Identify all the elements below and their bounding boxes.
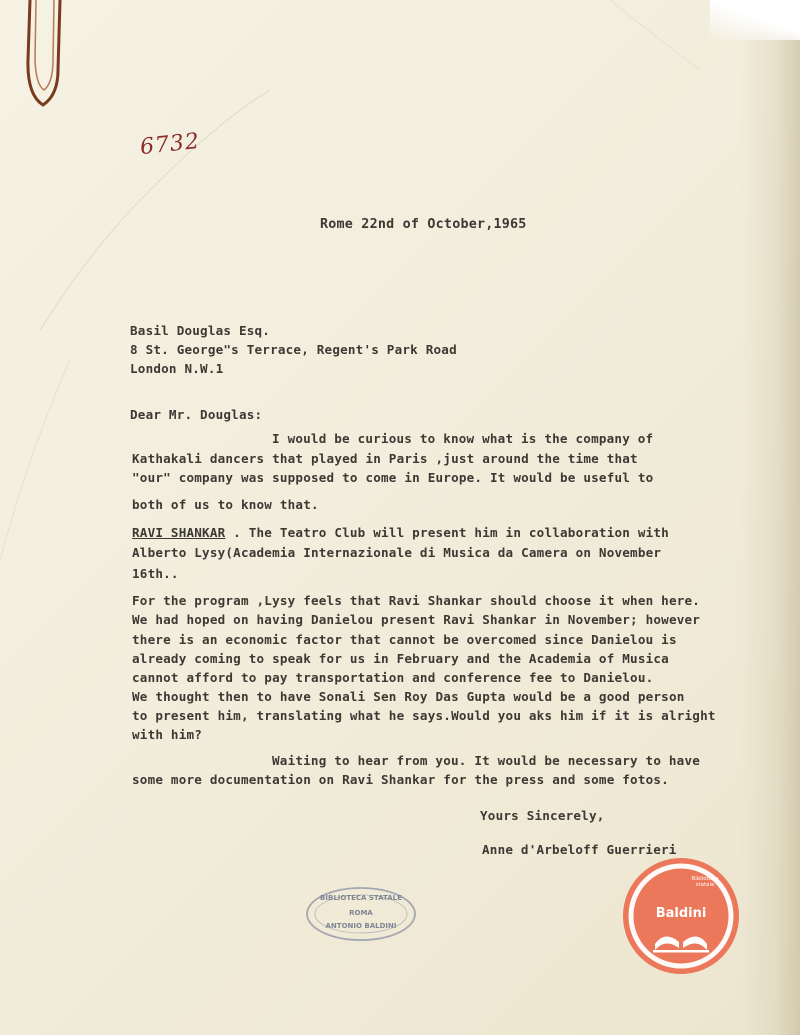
paragraph3-line: with him? bbox=[132, 727, 203, 742]
logo-small-text: Biblioteca statale bbox=[691, 876, 719, 888]
paragraph4-line: Waiting to hear from you. It would be necessary to have bbox=[272, 753, 701, 768]
stamp-text-middle: ROMA bbox=[349, 909, 373, 917]
library-stamp bbox=[305, 886, 417, 942]
recipient-name: Basil Douglas Esq. bbox=[130, 323, 271, 338]
salutation: Dear Mr. Douglas: bbox=[130, 407, 263, 422]
paperclip-mark bbox=[18, 0, 68, 115]
paragraph3-line: We thought then to have Sonali Sen Roy Das Gupta would be a good person bbox=[132, 689, 685, 704]
handwritten-number: 6732 bbox=[138, 128, 202, 161]
paragraph2-line3: 16th.. bbox=[132, 566, 179, 581]
baldini-logo bbox=[621, 856, 741, 976]
paper-edge-shadow bbox=[740, 0, 800, 1035]
recipient-address-line1: 8 St. George"s Terrace, Regent's Park Road bbox=[130, 342, 457, 357]
recipient-address-line2: London N.W.1 bbox=[130, 361, 224, 376]
paragraph2-line2: Alberto Lysy(Academia Internazionale di Musica da Camera on November bbox=[132, 545, 662, 560]
closing: Yours Sincerely, bbox=[480, 808, 605, 823]
paragraph1-line: I would be curious to know what is the company of bbox=[272, 431, 654, 446]
paragraph3-line: We had hoped on having Danielou present Ravi Shankar in November; however bbox=[132, 612, 701, 627]
logo-word: Baldini bbox=[655, 906, 707, 921]
stamp-text-bottom: ANTONIO BALDINI bbox=[325, 922, 397, 930]
paragraph1-line: both of us to know that. bbox=[132, 497, 319, 512]
paragraph3-line: For the program ,Lysy feels that Ravi Shankar should choose it when here. bbox=[132, 593, 701, 608]
paragraph1-line: Kathakali dancers that played in Paris ,just around the time that bbox=[132, 451, 638, 466]
paragraph2-line1-rest: . The Teatro Club will present him in collaboration with bbox=[225, 525, 669, 540]
date-line: Rome 22nd of October,1965 bbox=[320, 217, 527, 232]
paragraph1-line: "our" company was supposed to come in Europe. It would be useful to bbox=[132, 470, 654, 485]
paragraph3-line: there is an economic factor that cannot be overcomed since Danielou is bbox=[132, 632, 677, 647]
paper-corner bbox=[710, 0, 800, 40]
paragraph3-line: to present him, translating what he says.Would you aks him if it is alright bbox=[132, 708, 716, 723]
paragraph4-line: some more documentation on Ravi Shankar for the press and some fotos. bbox=[132, 772, 669, 787]
signature: Anne d'Arbeloff Guerrieri bbox=[482, 842, 677, 857]
ravi-shankar-heading: RAVI SHANKAR bbox=[132, 525, 226, 540]
paragraph3-line: cannot afford to pay transportation and conference fee to Danielou. bbox=[132, 670, 654, 685]
stamp-text-top: BIBLIOTECA STATALE bbox=[320, 894, 402, 902]
paragraph3-line: already coming to speak for us in February and the Academia of Musica bbox=[132, 651, 669, 666]
paragraph2-line1 bbox=[132, 525, 669, 540]
